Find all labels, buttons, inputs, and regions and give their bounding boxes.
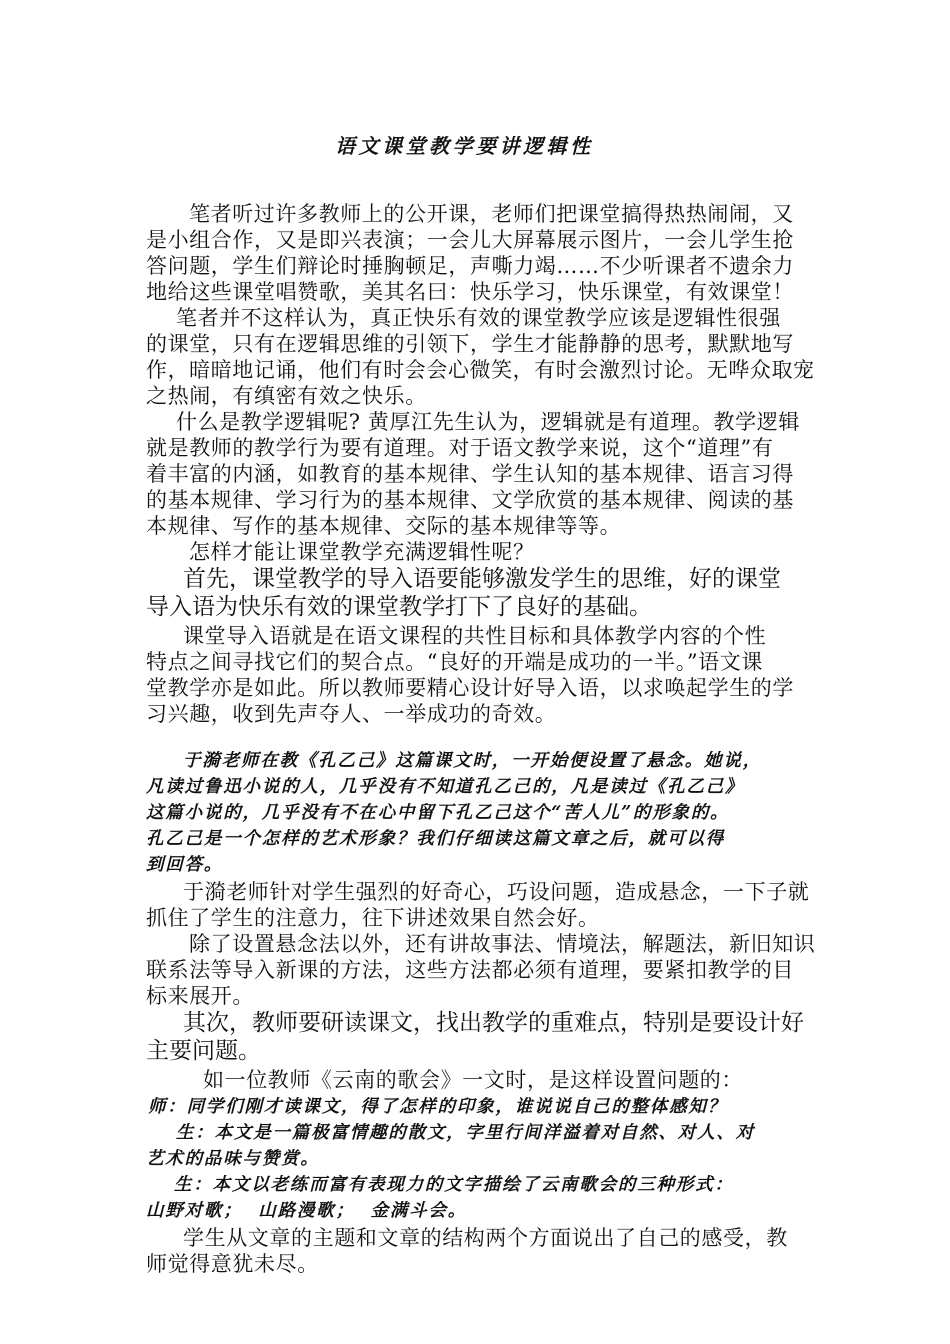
paragraph-line: 学生从文章的主题和文章的结构两个方面说出了自己的感受，教 — [183, 1226, 788, 1250]
paragraph-line: 笔者听过许多教师上的公开课，老师们把课堂搞得热热闹闹，又 — [189, 202, 794, 226]
paragraph-line: 课堂导入语就是在语文课程的共性目标和具体教学内容的个性 — [183, 624, 767, 648]
paragraph-line: 的课堂，只有在逻辑思维的引领下，学生才能静静的思考，默默地写 — [146, 332, 794, 356]
paragraph-line: 什么是教学逻辑呢? 黄厚江先生认为，逻辑就是有道理。教学逻辑 — [176, 410, 800, 434]
dialogue-line: 艺术的品味与赞赏。 — [146, 1149, 320, 1169]
quote-line: 到回答。 — [146, 855, 224, 875]
dialogue-line: 山野对歌； 山路漫歌； 金满斗会。 — [146, 1201, 468, 1221]
quote-line: 孔乙己是一个怎样的艺术形象？我们仔细读这篇文章之后，就可以得 — [146, 829, 725, 849]
paragraph-line: 本规律、写作的基本规律、交际的基本规律等等。 — [146, 514, 622, 538]
paragraph-line: 标来展开。 — [146, 984, 254, 1008]
quote-line: 凡读过鲁迅小说的人，几乎没有不知道孔乙己的，凡是读过《孔乙己》 — [146, 777, 745, 797]
quote-line: 于漪老师在教《孔乙己》这篇课文时，一开始便设置了悬念。她说， — [183, 751, 762, 771]
paragraph-line: 地给这些课堂唱赞歌，美其名曰：快乐学习，快乐课堂，有效课堂！ — [146, 280, 794, 304]
paragraph-line: 堂教学亦是如此。所以教师要精心设计好导入语，以求唤起学生的学 — [146, 676, 794, 700]
paragraph-line: 之热闹，有缜密有效之快乐。 — [146, 384, 427, 408]
paragraph-line: 答问题，学生们辩论时捶胸顿足，声嘶力竭……不少听课者不遗余力 — [146, 254, 794, 278]
paragraph-line: 笔者并不这样认为，真正快乐有效的课堂教学应该是逻辑性很强 — [176, 306, 781, 330]
paragraph-line: 特点之间寻找它们的契合点。“良好的开端是成功的一半。”语文课 — [146, 650, 763, 674]
paragraph-line: 作，暗暗地记诵，他们有时会会心微笑，有时会激烈讨论。无哗众取宠 — [146, 358, 815, 382]
quote-line: 这篇小说的，几乎没有不在心中留下孔乙己这个“苦人儿”的形象的。 — [146, 803, 730, 823]
paragraph-line: 除了设置悬念法以外，还有讲故事法、情境法，解题法，新旧知识 — [189, 932, 816, 956]
section-heading-line: 首先，课堂教学的导入语要能够激发学生的思维，好的课堂 — [183, 566, 781, 592]
paragraph-line: 就是教师的教学行为要有道理。对于语文教学来说，这个“道理”有 — [146, 436, 774, 460]
paragraph-line: 如一位教师《云南的歌会》一文时，是这样设置问题的： — [203, 1068, 743, 1092]
paragraph-line: 的基本规律、学习行为的基本规律、文学欣赏的基本规律、阅读的基 — [146, 488, 794, 512]
paragraph-line: 是小组合作，又是即兴表演；一会儿大屏幕展示图片，一会儿学生抢 — [146, 228, 794, 252]
dialogue-line: 生：本文是一篇极富情趣的散文，字里行间洋溢着对自然、对人、对 — [176, 1123, 755, 1143]
dialogue-line: 师：同学们刚才读课文，得了怎样的印象，谁说说自己的整体感知？ — [148, 1097, 727, 1117]
section-heading-line: 其次，教师要研读课文，找出教学的重难点，特别是要设计好 — [183, 1010, 804, 1036]
paragraph-line: 着丰富的内涵，如教育的基本规律、学生认知的基本规律、语言习得 — [146, 462, 794, 486]
paragraph-line: 怎样才能让课堂教学充满逻辑性呢？ — [189, 540, 535, 564]
dialogue-line: 生：本文以老练而富有表现力的文字描绘了云南歌会的三种形式： — [174, 1175, 734, 1195]
document-title: 语文课堂教学要讲逻辑性 — [335, 134, 594, 158]
paragraph-line: 联系法等导入新课的方法，这些方法都必须有道理，要紧扣教学的目 — [146, 958, 794, 982]
paragraph-line: 抓住了学生的注意力，往下讲述效果自然会好。 — [146, 906, 600, 930]
paragraph-line: 于漪老师针对学生强烈的好奇心，巧设问题，造成悬念，一下子就 — [183, 880, 810, 904]
paragraph-line: 习兴趣，收到先声夺人、一举成功的奇效。 — [146, 702, 557, 726]
paragraph-line: 师觉得意犹未尽。 — [146, 1252, 319, 1276]
section-heading-line: 主要问题。 — [146, 1038, 261, 1064]
section-heading-line: 导入语为快乐有效的课堂教学打下了良好的基础。 — [146, 594, 652, 620]
